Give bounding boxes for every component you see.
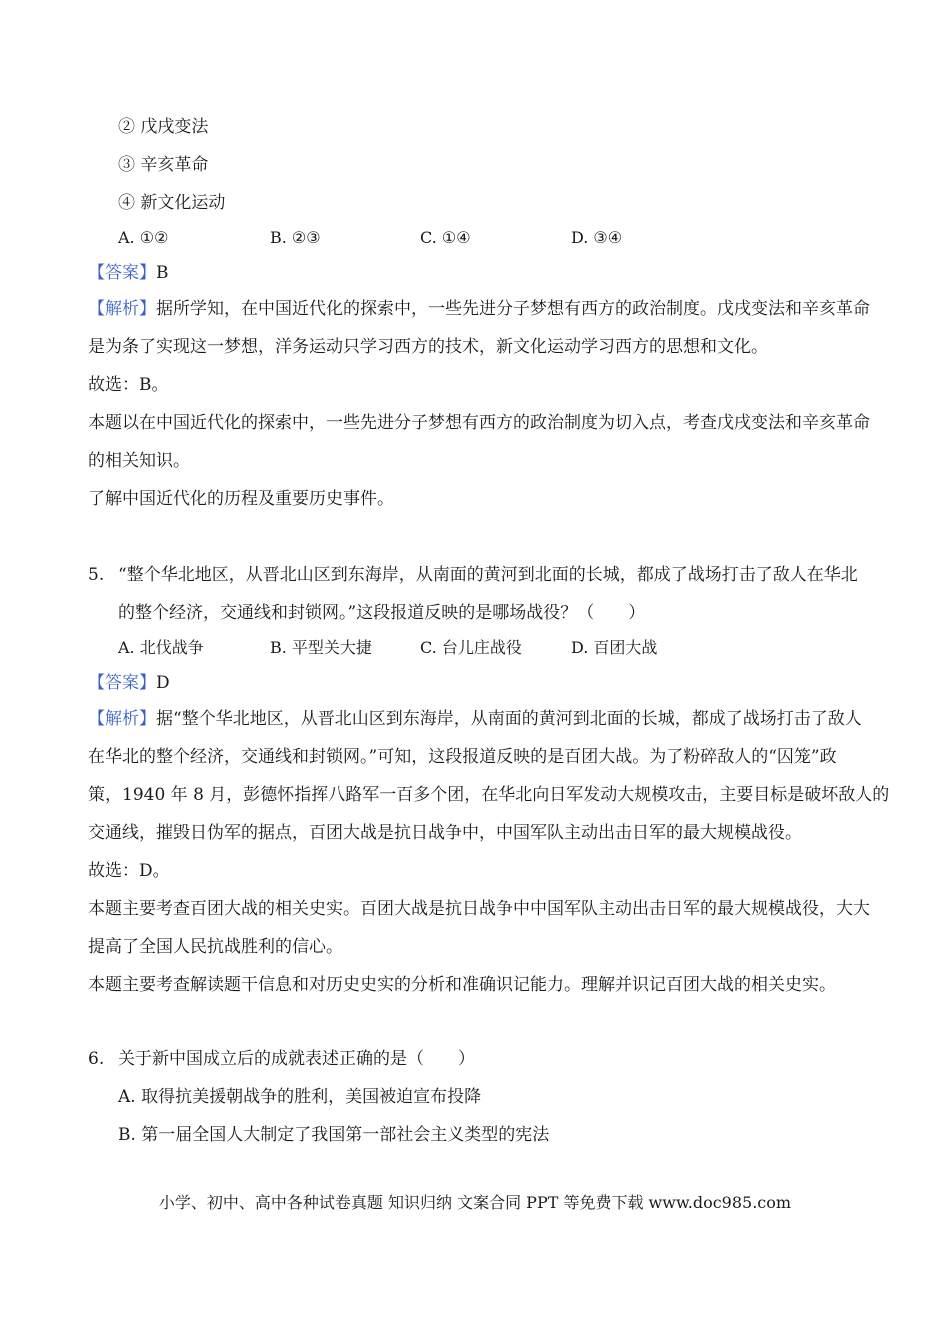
q4-item-3: ③ 辛亥革命 <box>118 155 209 175</box>
q5-option-b: B. 平型关大捷 <box>270 638 372 657</box>
q4-option-a: A. ①② <box>118 228 169 247</box>
q4-note-line-3: 了解中国近代化的历程及重要历史事件。 <box>88 489 394 509</box>
q5-analysis-line-1 <box>88 708 862 730</box>
q4-option-d: D. ③④ <box>571 228 623 247</box>
answer-value: B <box>156 263 169 283</box>
answer-value: D <box>156 673 170 693</box>
q5-stem-line-2: 的整个经济，交通线和封锁网。”这段报道反映的是哪场战役？（ ） <box>118 603 646 623</box>
q5-note-line-3: 本题主要考查解读题干信息和对历史史实的分析和准确识记能力。理解并识记百团大战的相关史实。 <box>88 975 836 995</box>
q5-answer <box>88 672 170 694</box>
q5-option-a: A. 北伐战争 <box>118 638 204 657</box>
q6-option-b: B. 第一届全国人大制定了我国第一部社会主义类型的宪法 <box>118 1125 550 1145</box>
q4-answer <box>88 262 169 284</box>
q5-option-d: D. 百团大战 <box>571 638 658 657</box>
q4-item-4: ④ 新文化运动 <box>118 193 226 213</box>
q6-stem: 关于新中国成立后的成就表述正确的是（ ） <box>118 1049 475 1069</box>
q5-analysis-line-3: 策，1940 年 8 月，彭德怀指挥八路军一百多个团，在华北向日军发动大规模攻击，主要目标是破坏敌人的 <box>88 785 890 805</box>
q5-note-line-1: 本题主要考查百团大战的相关史实。百团大战是抗日战争中中国军队主动出击日军的最大规模战役，大大 <box>88 899 870 919</box>
q4-note-line-2: 的相关知识。 <box>88 451 190 471</box>
q4-analysis-line-2: 是为条了实现这一梦想，洋务运动只学习西方的技术，新文化运动学习西方的思想和文化。 <box>88 337 768 357</box>
answer-tag: 【答案】 <box>88 263 156 283</box>
q4-note-line-1: 本题以在中国近代化的探索中，一些先进分子梦想有西方的政治制度为切入点，考查戊戌变法和辛亥革命 <box>88 413 870 433</box>
q5-number: 5. <box>88 565 105 585</box>
q6-number: 6. <box>88 1049 105 1069</box>
analysis-text: 据“整个华北地区，从晋北山区到东海岸，从南面的黄河到北面的长城，都成了战场打击了敌人 <box>156 709 862 729</box>
q4-analysis-line-1 <box>88 298 870 320</box>
analysis-tag: 【解析】 <box>88 709 156 729</box>
q5-option-c: C. 台儿庄战役 <box>420 638 522 657</box>
q4-conclusion: 故选：B。 <box>88 375 169 395</box>
page-footer: 小学、初中、高中各种试卷真题 知识归纳 文案合同 PPT 等免费下载 www.doc985.com <box>158 1193 792 1212</box>
q5-stem-line-1: “整个华北地区，从晋北山区到东海岸，从南面的黄河到北面的长城，都成了战场打击了敌人在华北 <box>118 565 858 585</box>
q5-note-line-2: 提高了全国人民抗战胜利的信心。 <box>88 937 343 957</box>
q5-analysis-line-4: 交通线，摧毁日伪军的据点，百团大战是抗日战争中，中国军队主动出击日军的最大规模战役。 <box>88 823 802 843</box>
answer-tag: 【答案】 <box>88 673 156 693</box>
q4-item-2: ② 戊戌变法 <box>118 117 209 137</box>
q6-option-a: A. 取得抗美援朝战争的胜利，美国被迫宣布投降 <box>118 1087 482 1107</box>
analysis-tag: 【解析】 <box>88 299 156 319</box>
q5-conclusion: 故选：D。 <box>88 861 170 881</box>
q5-analysis-line-2: 在华北的整个经济，交通线和封锁网。”可知，这段报道反映的是百团大战。为了粉碎敌人的“囚笼”政 <box>88 747 837 767</box>
q4-option-b: B. ②③ <box>270 228 321 247</box>
analysis-text: 据所学知，在中国近代化的探索中，一些先进分子梦想有西方的政治制度。戊戌变法和辛亥革命 <box>156 299 870 319</box>
q4-option-c: C. ①④ <box>420 228 471 247</box>
